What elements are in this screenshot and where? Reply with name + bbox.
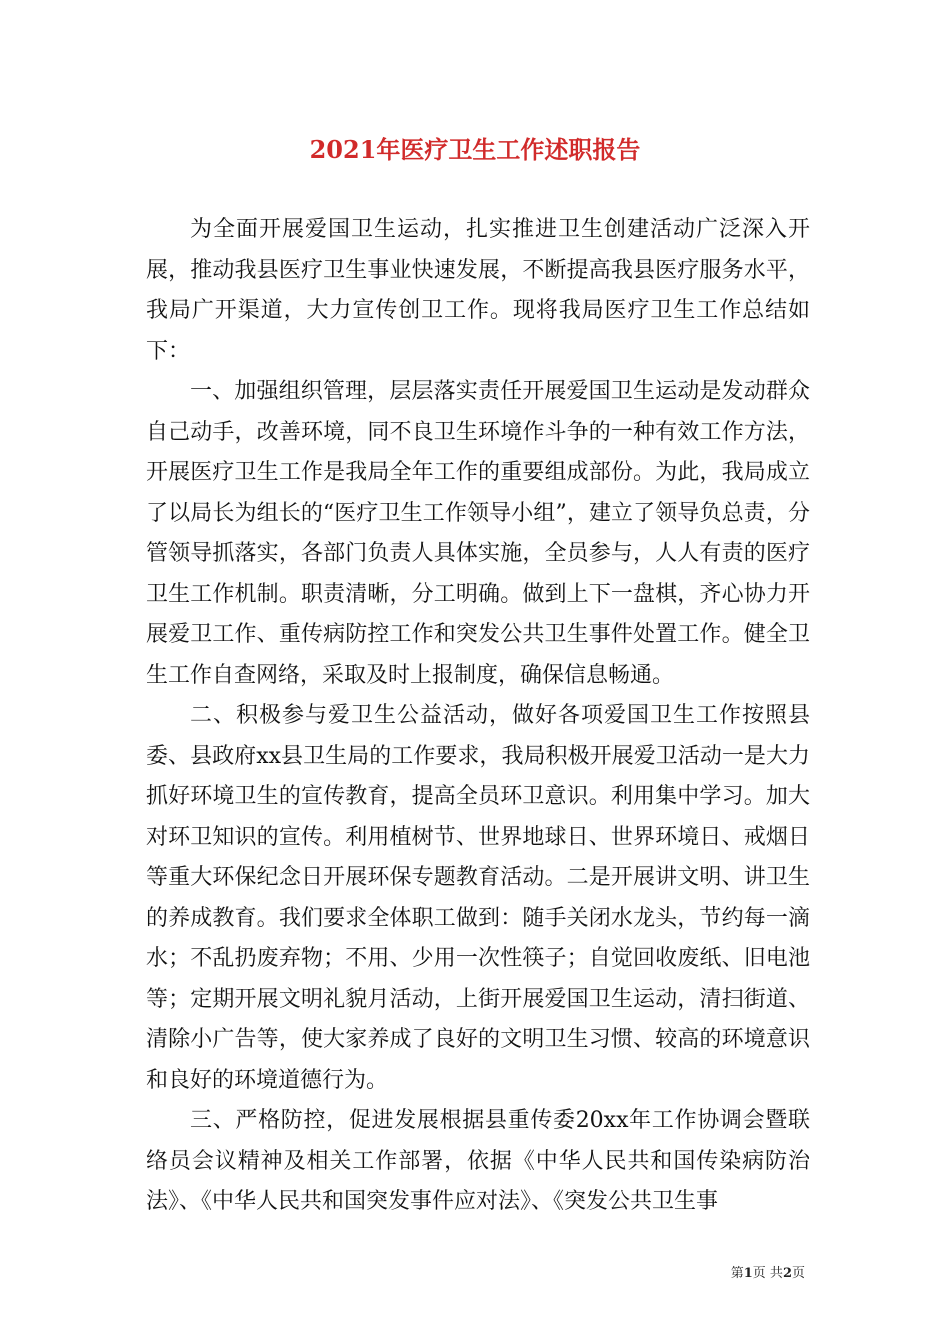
- document-body: [146, 210, 810, 1223]
- footer-suffix: 页: [791, 1266, 805, 1281]
- paragraph-section-2: 二、积极参与爱卫生公益活动，做好各项爱国卫生工作按照县委、县政府xx县卫生局的工作要求，我局积极开展爱卫活动一是大力抓好环境卫生的宣传教育，提高全员环卫意识。利用集中学习。加大对环卫知识的宣传。利用植树节、世界地球日、世界环境日、戒烟日等重大环保纪念日开展环保专题教育活动。二是开展讲文明、讲卫生的养成教育。我们要求全体职工做到：随手关闭水龙头，节约每一滴水；不乱扔废弃物；不用、少用一次性筷子；自觉回收废纸、旧电池等；定期开展文明礼貌月活动，上街开展爱国卫生运动，清扫街道、清除小广告等，使大家养成了良好的文明卫生习惯、较高的环境意识和良好的环境道德行为。: [146, 703, 810, 1093]
- footer-middle: 页 共: [752, 1266, 783, 1281]
- footer-total-pages: 2: [782, 1266, 792, 1281]
- document-title: 2021年医疗卫生工作述职报告: [309, 135, 641, 164]
- paragraph-section-1: 一、加强组织管理，层层落实责任开展爱国卫生运动是发动群众自己动手，改善环境，同不良卫生环境作斗争的一种有效工作方法，开展医疗卫生工作是我局全年工作的重要组成部份。为此，我局成立了以局长为组长的“医疗卫生工作领导小组”，建立了领导负总责，分管领导抓落实，各部门负责人具体实施，全员参与，人人有责的医疗卫生工作机制。职责清晰，分工明确。做到上下一盘棋，齐心协力开展爱卫工作、重传病防控工作和突发公共卫生事件处置工作。健全卫生工作自查网络，采取及时上报制度，确保信息畅通。: [146, 379, 810, 688]
- footer-prefix: 第: [730, 1266, 744, 1281]
- paragraph-intro: 为全面开展爱国卫生运动，扎实推进卫生创建活动广泛深入开展，推动我县医疗卫生事业快速发展，不断提高我县医疗服务水平，我局广开渠道，大力宣传创卫工作。现将我局医疗卫生工作总结如下：: [146, 217, 810, 364]
- page-number-footer: [731, 1262, 805, 1281]
- paragraph-section-3: 三、严格防控，促进发展根据县重传委20xx年工作协调会暨联络员会议精神及相关工作部署，依据《中华人民共和国传染病防治法》、《中华人民共和国突发事件应对法》、《突发公共卫生事: [146, 1108, 810, 1214]
- footer-current-page: 1: [743, 1266, 753, 1281]
